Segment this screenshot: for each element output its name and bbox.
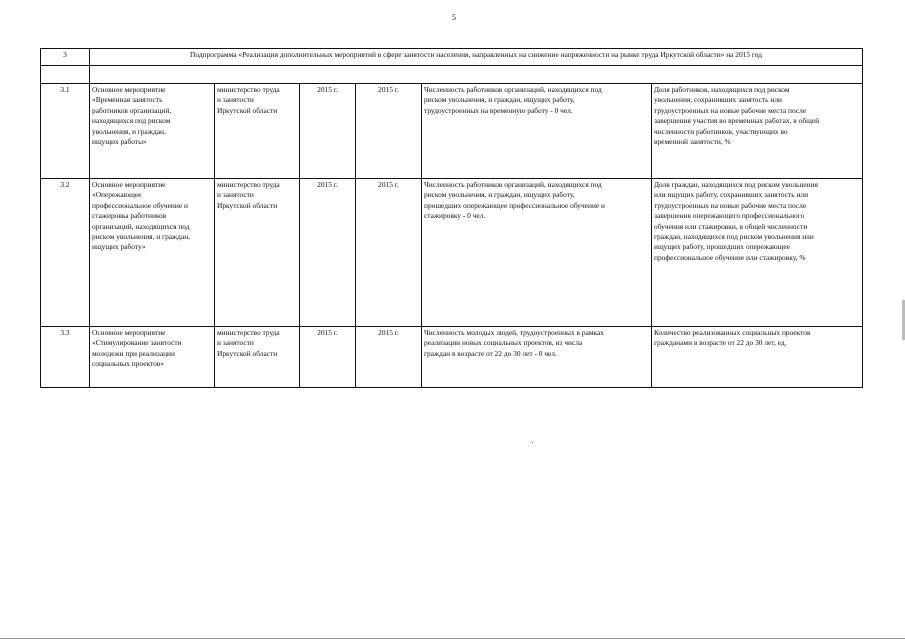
end-year: 2015 г. bbox=[356, 84, 422, 179]
result-indicator: Численность работников организаций, находящихся под риском увольнения, и граждан, ищущих работу, трудоустроенных на временную работу - 0 чел. bbox=[422, 84, 652, 179]
subprogram-title-row bbox=[41, 49, 863, 66]
result-indicator: Численность работников организаций, находящихся под риском увольнения, и граждан, ищущих работу, прошедших опережающее профессиональное обучение и стажировку - 0 чел. bbox=[422, 179, 652, 327]
target-indicator: Доля граждан, находящихся под риском увольнения или ищущих работу, сохранивших занятость или трудоустроенных на новые рабочие места после завершения опережающего профессионального обучения или стажировки, в общей численности граждан, находящихся под риском увольнения или ищущих работу, прошедших опережающее профессиональное обучение или стажировку, % bbox=[652, 179, 863, 327]
target-indicator: Количество реализованных социальных проектов гражданами в возрасте от 22 до 30 лет, ед. bbox=[652, 327, 863, 388]
program-table bbox=[40, 48, 863, 388]
start-year: 2015 г. bbox=[300, 84, 356, 179]
subprogram-title: Подпрограмма «Реализация дополнительных мероприятий в сфере занятости населения, направленных на снижение напряженности на рынке труда Иркутской области» на 2015 год bbox=[90, 49, 863, 66]
event-name: Основное мероприятие «Опережающее профессиональное обучение и стажировка работников организаций, находящихся под риском увольнения, и граждан, ищущих работу» bbox=[90, 179, 215, 327]
row-number: 3.3 bbox=[41, 327, 90, 388]
spacer-cell bbox=[90, 66, 863, 84]
scan-speck bbox=[532, 442, 533, 443]
row-number: 3.2 bbox=[41, 179, 90, 327]
target-indicator: Доля работников, находящихся под риском увольнения, сохранивших занятость или трудоустроенных на новые рабочие места после завершения участия во временных работах, в общей численности работников, участвующих во временной занятости, % bbox=[652, 84, 863, 179]
event-name: Основное мероприятие «Временная занятость работников организаций, находящихся под риском увольнения, и граждан, ищущих работы» bbox=[90, 84, 215, 179]
table-row bbox=[41, 84, 863, 179]
executor: министерство труда и занятости Иркутской области bbox=[215, 84, 300, 179]
scan-bottom-edge bbox=[0, 638, 905, 639]
event-name: Основное мероприятие «Стимулирование занятости молодежи при реализации социальных проектов» bbox=[90, 327, 215, 388]
row-number: 3.1 bbox=[41, 84, 90, 179]
table-row bbox=[41, 179, 863, 327]
executor: министерство труда и занятости Иркутской области bbox=[215, 327, 300, 388]
subprogram-number: 3 bbox=[41, 49, 90, 66]
result-indicator: Численность молодых людей, трудоустроенных в рамках реализации новых социальных проектов, из числа граждан в возрасте от 22 до 30 лет - 0 чел. bbox=[422, 327, 652, 388]
table-row bbox=[41, 327, 863, 388]
spacer-row bbox=[41, 66, 863, 84]
end-year: 2015 г. bbox=[356, 179, 422, 327]
page-number: 5 bbox=[452, 13, 456, 22]
end-year: 2015 г. bbox=[356, 327, 422, 388]
spacer-cell bbox=[41, 66, 90, 84]
executor: министерство труда и занятости Иркутской области bbox=[215, 179, 300, 327]
start-year: 2015 г. bbox=[300, 179, 356, 327]
start-year: 2015 г. bbox=[300, 327, 356, 388]
